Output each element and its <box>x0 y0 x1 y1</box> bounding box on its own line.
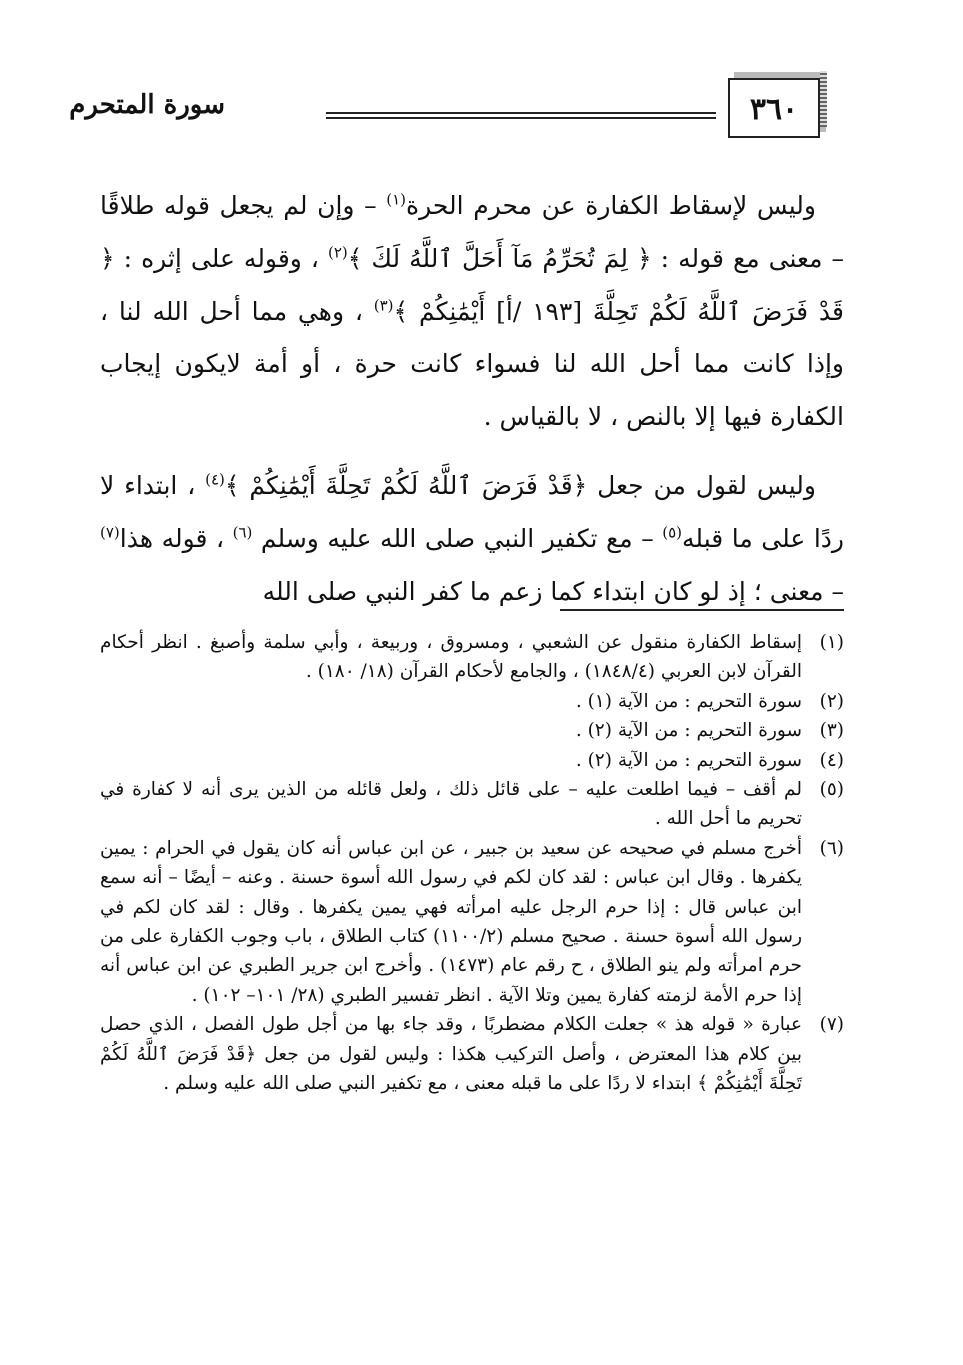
header-rule <box>326 112 716 119</box>
footnote-text: سورة التحريم : من الآية (٢) . <box>575 720 802 742</box>
text-run: – وإن لم يجعل قوله طلاقًا – معنى مع قوله : <box>100 191 844 273</box>
footnote-number: (١) <box>819 632 844 653</box>
footnote-number: (٧) <box>819 1014 844 1036</box>
footnote-5 <box>100 775 844 834</box>
page-number-box <box>728 78 820 138</box>
footnote-4 <box>100 746 844 775</box>
footnote-ref-4: (٤) <box>205 470 225 489</box>
footnote-ref-2: (٢) <box>327 243 348 262</box>
footnote-text: أخرج مسلم في صحيحه عن سعيد بن جبير ، عن ابن عباس أنه كان يقول في الحرام : يمين يكفرها . وقال ابن عباس : لقد كان لكم في رسول الله أسوة حسنة . وعنه – أيضًا – أنه سمع ابن عباس قال : إذا حرم الرجل عليه امرأته فهي يمين يكفرها . وقال : لقد كان لكم في رسول الله أسوة حسنة . صحيح مسلم (١١٠٠/٢) كتاب الطلاق ، باب وجوب الكفارة على من حرم امرأته ولم ينو الطلاق ، ح رقم عام (١٤٧٣) . وأخرج ابن جرير الطبري عن ابن عباس أنه إذا حرم الأمة لزمته كفارة يمين وتلا الآية . انظر تفسير الطبري (٢٨/ ١٠١– ١٠٢) . <box>100 837 802 1006</box>
quran-verse-2: ﴿ قَدْ فَرَضَ ٱللَّهُ لَكُمْ تَحِلَّةَ [١٩٣ /أ] أَيْمَٰنِكُمْ ﴾ <box>100 243 844 326</box>
footnote-number: (٣) <box>819 720 844 742</box>
footnote-number: (٢) <box>819 690 844 712</box>
surah-title: سورة المتحرم <box>69 90 225 120</box>
main-text <box>100 180 844 618</box>
footnote-6 <box>100 834 844 1010</box>
footnote-text: لم أقف – فيما اطلعت عليه – على قائل ذلك ، ولعل قائله من الذين يرى أنه لا كفارة في تحريم ما أحل الله . <box>100 779 802 830</box>
footnote-number: (٥) <box>819 779 844 801</box>
footnote-ref-6: (٦) <box>232 523 253 542</box>
footnote-3 <box>100 716 844 745</box>
paragraph-2 <box>100 460 844 618</box>
text-run: وليس لإسقاط الكفارة عن محرم الحرة <box>406 191 817 220</box>
page-number: ٣٦٠ <box>749 92 799 127</box>
text-run: وليس لقول من جعل <box>587 470 816 500</box>
quran-verse-1: ﴿ لِمَ تُحَرِّمُ مَآ أَحَلَّ ٱللَّهُ لَكَ ﴾ <box>347 243 652 273</box>
footnote-ref-1: (١) <box>386 190 407 209</box>
footnote-text: سورة التحريم : من الآية (٢) . <box>575 749 802 771</box>
paragraph-1 <box>100 180 844 444</box>
footnote-text: سورة التحريم : من الآية (١) . <box>575 690 802 712</box>
footnote-ref-7: (٧) <box>100 523 120 542</box>
footnote-text: إسقاط الكفارة منقول عن الشعبي ، ومسروق ، وربيعة ، وأبي سلمة وأصبغ . انظر أحكام القرآن لابن العربي (١٨٤٨/٤) ، والجامع لأحكام القرآن (١٨/ ١٨٠) . <box>100 632 802 683</box>
footnotes <box>100 628 844 1099</box>
footnote-ref-5: (٥) <box>662 523 683 542</box>
text-run: ، وقوله على إثره : <box>114 243 328 273</box>
footnote-number: (٤) <box>819 749 844 771</box>
text-run: ، ابتداء لا ردًا على ما قبله <box>100 470 844 553</box>
text-run: ، وهي مما أحل الله لنا ، وإذا كانت مما أحل الله لنا فسواء كانت حرة ، أو أمة لايكون إيجاب الكفارة فيها إلا بالنص ، لا بالقياس . <box>100 296 844 432</box>
footnote-1 <box>100 628 844 687</box>
footnote-text: عبارة « قوله هذ » جعلت الكلام مضطربًا ، وقد جاء بها من أجل طول الفصل ، الذي حصل بين كلام هذا المعترض ، وأصل التركيب هكذا : وليس لقول من جعل ﴿قَدْ فَرَضَ ٱللَّهُ لَكُمْ تَحِلَّةَ أَيْمَٰنِكُمْ ﴾ ابتداء لا ردًا على ما قبله معنى ، مع تكفير النبي صلى الله عليه وسلم . <box>100 1014 802 1095</box>
footnote-7 <box>100 1010 844 1098</box>
text-run: – معنى ؛ إذ لو كان ابتداء كما زعم ما كفر النبي صلى الله <box>262 576 844 606</box>
footnote-number: (٦) <box>819 837 844 859</box>
footnote-2 <box>100 687 844 716</box>
footnote-divider <box>560 609 844 611</box>
text-run: – مع تكفير النبي صلى الله عليه وسلم <box>252 523 663 553</box>
footnote-ref-3: (٣) <box>373 296 394 315</box>
text-run: ، قوله هذا <box>119 523 233 553</box>
quran-verse-3: ﴿قَدْ فَرَضَ ٱللَّهُ لَكُمْ تَحِلَّةَ أَيْمَٰنِكُمْ ﴾ <box>224 470 588 500</box>
